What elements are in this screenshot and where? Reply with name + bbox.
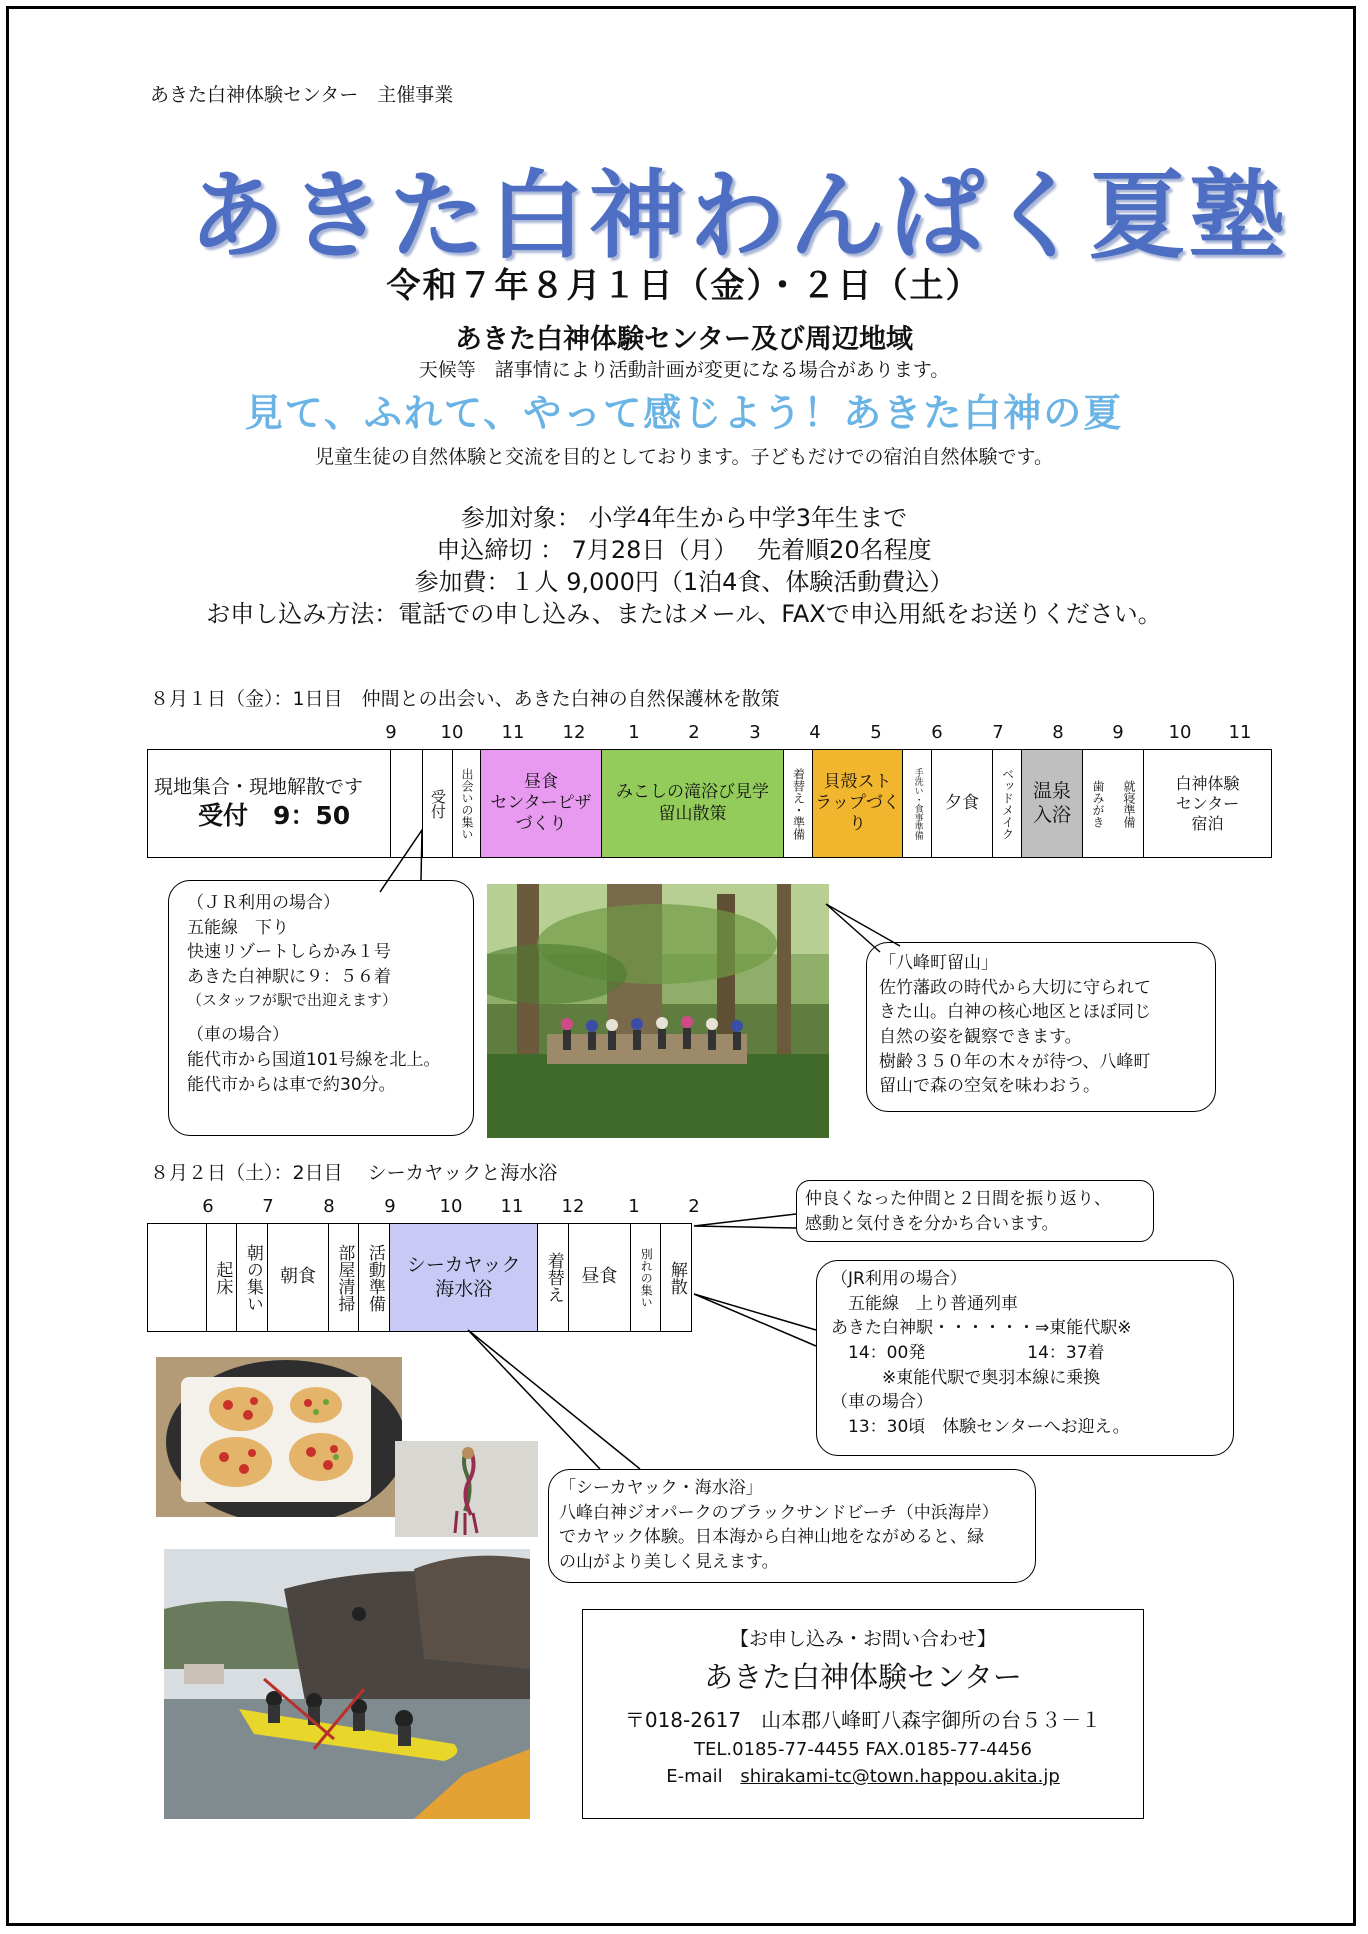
strap-craft-photo (395, 1441, 538, 1537)
forest-illustration (487, 884, 829, 1138)
callout-line: 佐竹藩政の時代から大切に守られて (879, 977, 1151, 998)
kayak-label: シーカヤック (406, 1253, 521, 1276)
day1-heading: ８月１日（金）：1日目 仲間との出会い、あきた白神の自然保護林を散策 (150, 688, 780, 710)
callout-line: きた山。白神の核心地区とほぼ同じ (879, 1002, 1151, 1023)
change-cell (784, 750, 813, 858)
hour-label: 1 (628, 1196, 640, 1217)
forest-photo (487, 884, 829, 1138)
walk-label: 留山散策 (658, 803, 727, 824)
day2-hour-row (0, 1196, 1368, 1220)
walk-label: みこしの滝浴び見学 (616, 782, 769, 803)
morning-label: 朝の集い (242, 1243, 263, 1312)
dinner-cell (932, 750, 993, 858)
teeth-label: 歯みがき (1091, 779, 1105, 828)
callout-line: 13：30頃 体験センターへお迎え。 (831, 1416, 1130, 1437)
purpose-text: 児童生徒の自然体験と交流を目的としております。子どもだけでの宿泊自然体験です。 (315, 446, 1053, 468)
activity-prep-cell (359, 1224, 390, 1332)
callout-line: 感動と気付きを分かち合います。 (805, 1213, 1059, 1234)
stay-label: 宿泊 (1191, 813, 1224, 833)
hour-label: 5 (870, 722, 882, 743)
pizza-illustration (156, 1357, 402, 1517)
hour-label: 9 (385, 722, 397, 743)
breakfast-cell (267, 1224, 328, 1332)
hour-label: 10 (440, 722, 464, 743)
lunch-label: センターピザ (490, 792, 592, 813)
event-title: あきた白神わんぱく夏塾 (189, 160, 1289, 272)
callout-line: 快速リゾートしらかみ１号 (187, 942, 391, 963)
dinner-label: 夕食 (945, 792, 979, 813)
callout-line: あきた白神駅に９：５６着 (187, 966, 391, 987)
callout-line: 五能線 下り (187, 917, 289, 938)
event-venue: あきた白神体験センター及び周辺地域 (455, 324, 913, 355)
gathering-cell (453, 750, 481, 858)
meeting-cell (148, 750, 391, 858)
hour-label: 11 (1228, 722, 1252, 743)
organizer-label: あきた白神体験センター 主催事業 (150, 84, 454, 106)
callout-line: 「シーカヤック・海水浴」 (559, 1478, 763, 1498)
strap-illustration (395, 1441, 538, 1537)
pizza-photo (156, 1357, 402, 1517)
callout-line: （ＪＲ利用の場合） (187, 893, 340, 913)
kayak-illustration (164, 1549, 530, 1819)
contact-email-row (583, 1766, 1143, 1787)
stay-label: 白神体験 (1175, 773, 1240, 793)
callout-line: （JR利用の場合） (831, 1269, 967, 1289)
callout-line: （車の場合） (187, 1025, 289, 1046)
day1-schedule (147, 749, 1272, 858)
kayak-cell (389, 1224, 537, 1332)
farewell-cell (630, 1224, 661, 1332)
contact-address: 〒018-2617 山本郡八峰町八森字御所の台５３－１ (624, 1708, 1102, 1732)
callout-line: 仲良くなった仲間と２日間を振り返り、 (805, 1189, 1111, 1209)
callout-line: 留山で森の空気を味わおう。 (879, 1076, 1100, 1097)
stay-cell (1144, 750, 1272, 858)
blank-cell (391, 750, 423, 858)
gathering-label: 出会いの集い (460, 767, 474, 840)
callout-line: 樹齢３５０年の木々が待つ、八峰町 (879, 1051, 1151, 1072)
wake-cell (206, 1224, 237, 1332)
kayak-photo (164, 1549, 530, 1819)
detail-fee: 参加費：１人 9,000円（1泊4食、体験活動費込） (414, 568, 954, 596)
kayak-callout (548, 1469, 1036, 1583)
hour-label: 10 (439, 1196, 463, 1217)
callout-line: （スタッフが駅で出迎えます） (187, 990, 398, 1009)
kayak-label: 海水浴 (435, 1277, 493, 1300)
contact-heading: 【お申し込み・お問い合わせ】 (729, 1628, 996, 1650)
clean-cell (328, 1224, 359, 1332)
callout-line: 能代市からは車で約30分。 (187, 1074, 396, 1095)
hour-label: 8 (323, 1196, 335, 1217)
detail-target: 参加対象： 小学4年生から中学3年生まで (460, 504, 908, 532)
dismiss-cell (661, 1224, 692, 1332)
contact-phone: TEL.0185-77-4455 FAX.0185-77-4456 (694, 1739, 1032, 1760)
email-link[interactable]: shirakami-tc@town.happou.akita.jp (740, 1766, 1060, 1787)
meeting-text: 現地集合・現地解散です (154, 776, 364, 798)
stay-label: センター (1175, 793, 1240, 813)
hour-label: 3 (749, 722, 761, 743)
event-date: 令和７年８月１日（金）・２日（土） (386, 266, 982, 306)
callout-line: 五能線 上り普通列車 (831, 1293, 1018, 1314)
callout-line: ※東能代駅で奥羽本線に乗換 (831, 1367, 1101, 1388)
breakfast-label: 朝食 (279, 1266, 316, 1288)
detail-deadline: 申込締切 ： 7月28日（月） 先着順20名程度 (436, 536, 932, 564)
callout-line: 「八峰町留山」 (879, 953, 998, 973)
farewell-label: 別れの集い (639, 1247, 654, 1308)
hour-label: 7 (262, 1196, 274, 1217)
detail-method: お申し込み方法：電話での申し込み、またはメール、FAXで申込用紙をお送りください。 (206, 600, 1162, 628)
callout-line: 能代市から国道101号線を北上。 (187, 1049, 441, 1070)
callout-line: でカヤック体験。日本海から白神山地をながめると、緑 (559, 1527, 984, 1548)
sleep-label: 就寝準備 (1122, 779, 1136, 828)
hour-label: 12 (562, 722, 586, 743)
craft-label: ラップづくり (815, 792, 900, 835)
day2-access-callout (816, 1260, 1234, 1456)
prep-cell (903, 750, 932, 858)
blank-cell (148, 1224, 207, 1332)
change-label: 着替え (543, 1252, 564, 1303)
bed-label: ベッドメイク (1000, 767, 1015, 840)
change-label: 着替え・準備 (791, 767, 806, 840)
craft-cell (813, 750, 903, 858)
forest-walk-cell (602, 750, 784, 858)
bath-label: 入浴 (1032, 803, 1071, 826)
hour-label: 9 (384, 1196, 396, 1217)
lunch-label: づくり (515, 814, 567, 835)
sleep-prep-cell (1083, 750, 1144, 858)
hour-label: 6 (931, 722, 943, 743)
callout-line: の山がより美しく見えます。 (559, 1551, 779, 1572)
email-label: E-mail (666, 1766, 723, 1787)
change-cell (538, 1224, 569, 1332)
reception-time: 受付 9：50 (198, 800, 351, 830)
reception-label: 受付 (428, 788, 447, 819)
callout-line: 八峰白神ジオパークのブラックサンドビーチ（中浜海岸） (559, 1502, 999, 1523)
reception-cell (423, 750, 453, 858)
day1-access-callout (168, 880, 474, 1136)
tomeyama-callout (866, 942, 1216, 1112)
prep-label: 手洗い・食事準備 (912, 767, 923, 840)
callout-line: （車の場合） (831, 1392, 933, 1413)
lunch-cell (568, 1224, 630, 1332)
dismiss-label: 解散 (666, 1260, 687, 1295)
morning-cell (237, 1224, 268, 1332)
bath-cell (1022, 750, 1083, 858)
hour-label: 12 (561, 1196, 585, 1217)
hour-label: 7 (992, 722, 1004, 743)
day2-schedule (147, 1223, 692, 1332)
hour-label: 1 (628, 722, 640, 743)
hour-label: 10 (1168, 722, 1192, 743)
slogan: 見て、ふれて、やって感じよう！あきた白神の夏 (244, 391, 1124, 435)
hour-label: 4 (809, 722, 821, 743)
lunch-label: 昼食 (581, 1266, 618, 1288)
activity-label: 活動準備 (364, 1243, 385, 1312)
reflection-callout (796, 1180, 1154, 1242)
hour-label: 8 (1052, 722, 1064, 743)
callout-line: 14：00発 14：37着 (831, 1342, 1105, 1363)
hour-label: 11 (500, 1196, 524, 1217)
day2-heading: ８月２日（土）：2日目 シーカヤックと海水浴 (150, 1162, 558, 1184)
callout-line: 自然の姿を観察できます。 (879, 1026, 1082, 1047)
bath-label: 温泉 (1032, 779, 1071, 802)
bed-cell (993, 750, 1022, 858)
weather-notice: 天候等 諸事情により活動計画が変更になる場合があります。 (418, 359, 950, 381)
hour-label: 11 (501, 722, 525, 743)
clean-label: 部屋清掃 (334, 1243, 355, 1312)
callout-line (187, 1011, 473, 1023)
callout-line: あきた白神駅・・・・・・⇒東能代駅※ (831, 1318, 1132, 1339)
lunch-label: 昼食 (524, 771, 558, 792)
contact-box (582, 1609, 1144, 1819)
hour-label: 2 (688, 1196, 700, 1217)
hour-label: 2 (688, 722, 700, 743)
contact-organization: あきた白神体験センター (704, 1660, 1022, 1694)
lunch-cell (481, 750, 602, 858)
day1-hour-row (0, 722, 1368, 746)
craft-label: 貝殻スト (823, 771, 892, 792)
hour-label: 6 (202, 1196, 214, 1217)
wake-label: 起床 (212, 1260, 233, 1295)
hour-label: 9 (1112, 722, 1124, 743)
